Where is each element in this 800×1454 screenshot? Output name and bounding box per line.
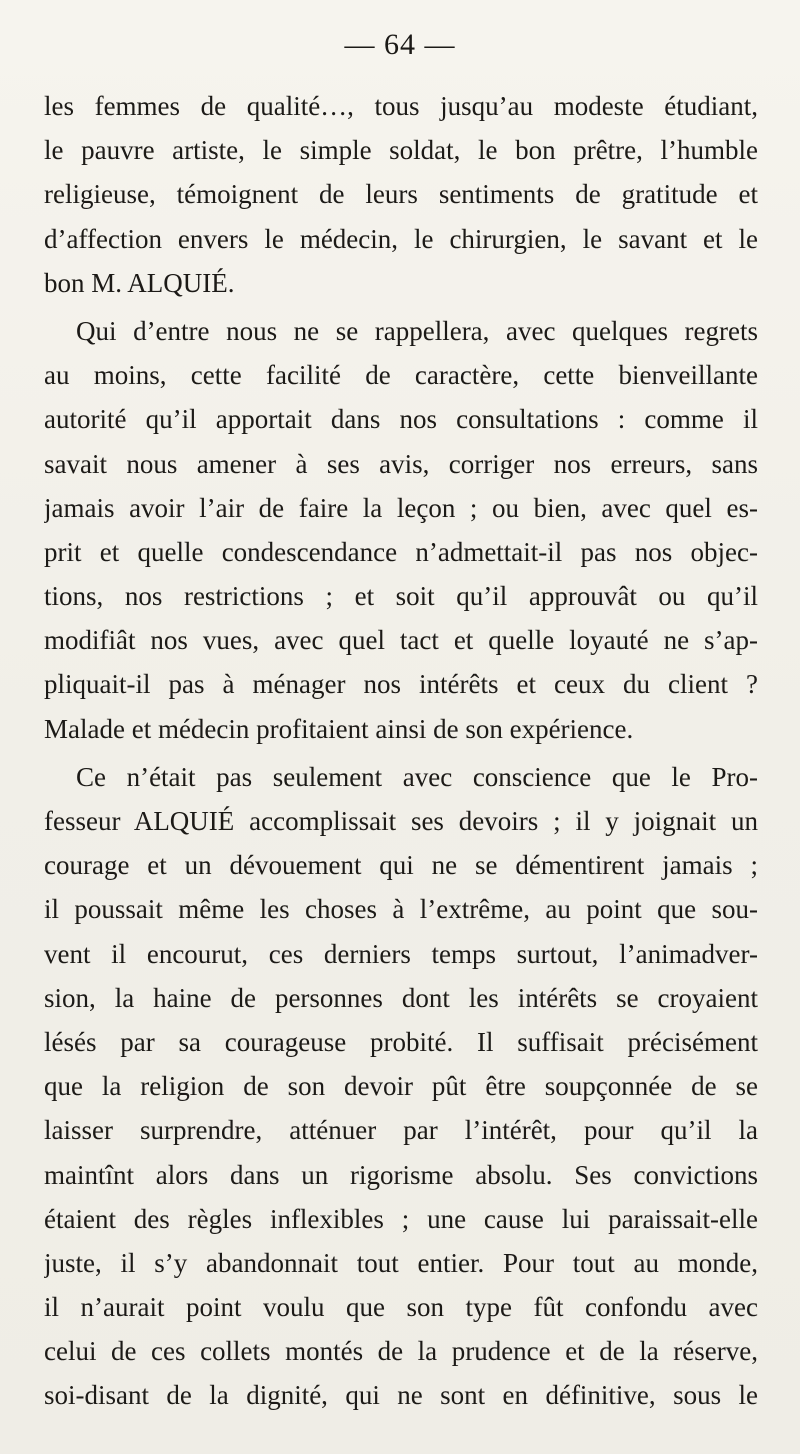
- text-line: soi-disant de la dignité, qui ne sont en définitive, sous le: [44, 1380, 758, 1411]
- text-line: prit et quelle condescendance n’admettait-il pas nos objec-: [44, 536, 758, 567]
- text-line: d’affection envers le médecin, le chirurgien, le savant et le: [44, 223, 758, 254]
- text-line: il n’aurait point voulu que son type fût confondu avec: [44, 1292, 758, 1323]
- paragraph: [44, 309, 758, 751]
- text-line: que la religion de son devoir pût être soupçonnée de se: [44, 1071, 758, 1102]
- text-line: savait nous amener à ses avis, corriger nos erreurs, sans: [44, 448, 758, 479]
- text-line: il poussait même les choses à l’extrême, au point que sou-: [44, 894, 758, 925]
- text-line: religieuse, témoignent de leurs sentiments de gratitude et: [44, 179, 758, 210]
- text-line: Malade et médecin profitaient ainsi de son expérience.: [44, 713, 634, 744]
- paragraph: [44, 755, 758, 1418]
- body-text: [44, 84, 758, 1418]
- text-line: modifiât nos vues, avec quel tact et quelle loyauté ne s’ap-: [44, 625, 758, 656]
- text-line: fesseur ALQUIÉ accomplissait ses devoirs ; il y joignait un: [44, 806, 758, 836]
- text-line: pliquait-il pas à ménager nos intérêts et ceux du client ?: [44, 669, 758, 700]
- text-line: courage et un dévouement qui ne se démentirent jamais ;: [44, 850, 758, 881]
- text-line: au moins, cette facilité de caractère, cette bienveillante: [44, 360, 758, 391]
- text-line: bon M. ALQUIÉ.: [44, 267, 235, 298]
- text-line: vent il encourut, ces derniers temps surtout, l’animadver-: [44, 938, 758, 969]
- text-line: maintînt alors dans un rigorisme absolu. Ses convictions: [44, 1159, 758, 1190]
- paragraph: [44, 84, 758, 305]
- text-line: jamais avoir l’air de faire la leçon ; ou bien, avec quel es-: [44, 492, 758, 523]
- text-line: laisser surprendre, atténuer par l’intérêt, pour qu’il la: [44, 1115, 758, 1146]
- page-number: — 64 —: [344, 28, 456, 61]
- text-line: le pauvre artiste, le simple soldat, le bon prêtre, l’humble: [44, 135, 758, 166]
- text-line: autorité qu’il apportait dans nos consultations : comme il: [44, 404, 758, 435]
- text-line: juste, il s’y abandonnait tout entier. Pour tout au monde,: [44, 1247, 758, 1278]
- text-line: lésés par sa courageuse probité. Il suffisait précisément: [44, 1026, 758, 1057]
- text-line: Ce n’était pas seulement avec conscience que le Pro-: [76, 761, 758, 792]
- text-line: Qui d’entre nous ne se rappellera, avec quelques regrets: [76, 315, 758, 346]
- text-line: sion, la haine de personnes dont les intérêts se croyaient: [44, 982, 758, 1013]
- text-line: celui de ces collets montés de la prudence et de la réserve,: [44, 1336, 758, 1367]
- text-line: les femmes de qualité…, tous jusqu’au modeste étudiant,: [44, 91, 758, 121]
- text-line: tions, nos restrictions ; et soit qu’il approuvât ou qu’il: [44, 581, 758, 612]
- text-line: étaient des règles inflexibles ; une cause lui paraissait-elle: [44, 1203, 758, 1234]
